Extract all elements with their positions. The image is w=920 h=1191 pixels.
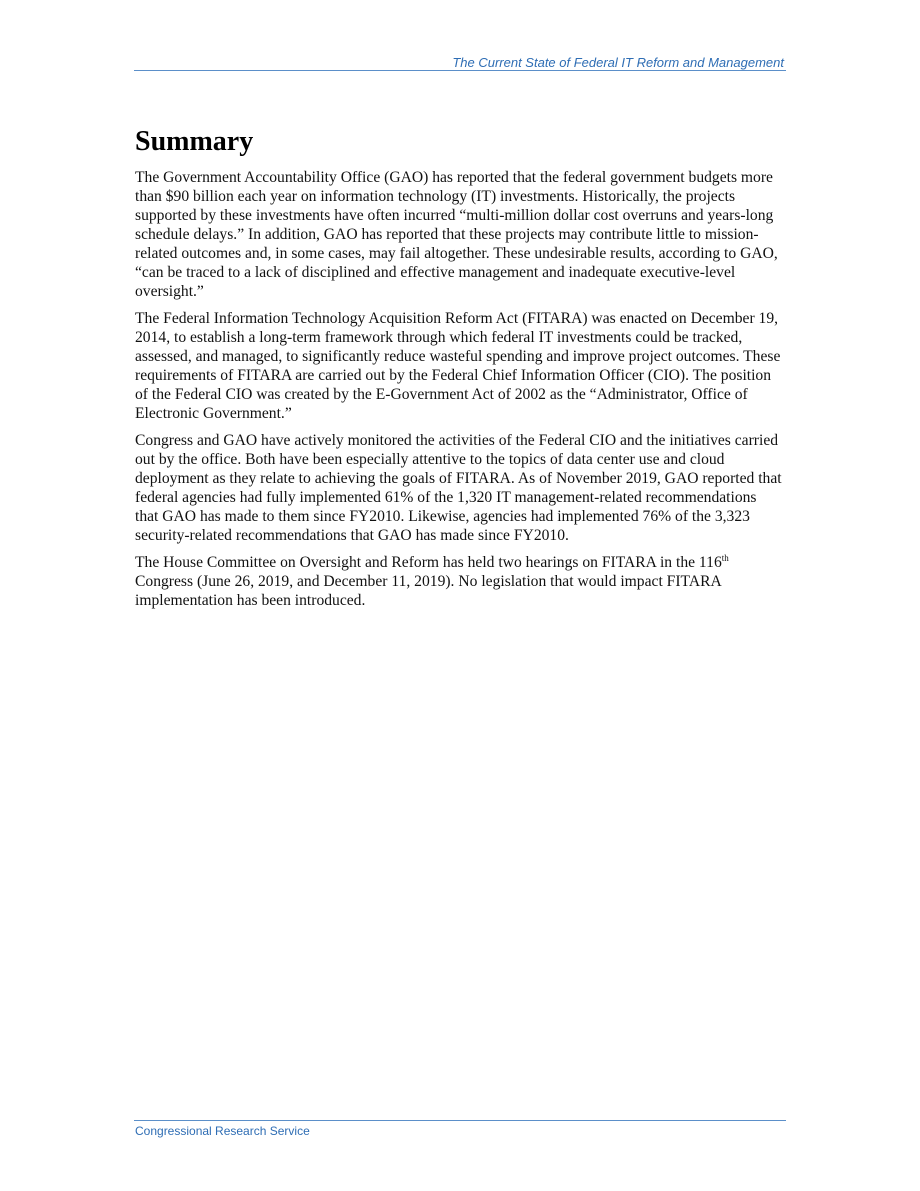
hearings-text-start: The House Committee on Oversight and Reform has held two hearings on FITARA in the 116 [135,554,722,571]
page-header [134,54,786,71]
ordinal-superscript: th [721,552,729,563]
body-paragraph-hearings [135,553,783,610]
hearings-text-end: Congress (June 26, 2019, and December 11, 2019). No legislation that would impact FITARA implementation has been introduced. [135,573,721,609]
body-paragraph: The Federal Information Technology Acquisition Reform Act (FITARA) was enacted on December 19, 2014, to establish a long-term framework through which federal IT investments could be tracked, assessed, and managed, to significantly reduce wasteful spending and improve project outcomes. These requirements of FITARA are carried out by the Federal Chief Information Officer (CIO). The position of the Federal CIO was created by the E-Government Act of 2002 as the “Administrator, Office of Electronic Government.” [135,310,781,422]
footer-publisher: Congressional Research Service [135,1124,310,1138]
body-paragraph: Congress and GAO have actively monitored the activities of the Federal CIO and the initiatives carried out by the office. Both have been especially attentive to the topics of data center use and cloud deployment as they relate to achieving the goals of FITARA. As of November 2019, GAO reported that federal agencies had fully implemented 61% of the 1,320 IT management-related recommendations that GAO has made to them since FY2010. Likewise, agencies had implemented 76% of the 3,323 security-related recommendations that GAO has made since FY2010. [135,432,782,544]
running-title: The Current State of Federal IT Reform and Management [452,55,784,70]
page-footer [134,1120,786,1138]
section-title: Summary [135,126,254,157]
body-paragraph: The Government Accountability Office (GAO) has reported that the federal government budgets more than $90 billion each year on information technology (IT) investments. Historically, the projects supported by these investments have often incurred “multi-million dollar cost overruns and years-long schedule delays.” In addition, GAO has reported that these projects may contribute little to mission-related outcomes and, in some cases, may fail altogether. These undesirable results, according to GAO, “can be traced to a lack of disciplined and effective management and inadequate executive-level oversight.” [135,169,778,300]
main-content [135,124,783,618]
